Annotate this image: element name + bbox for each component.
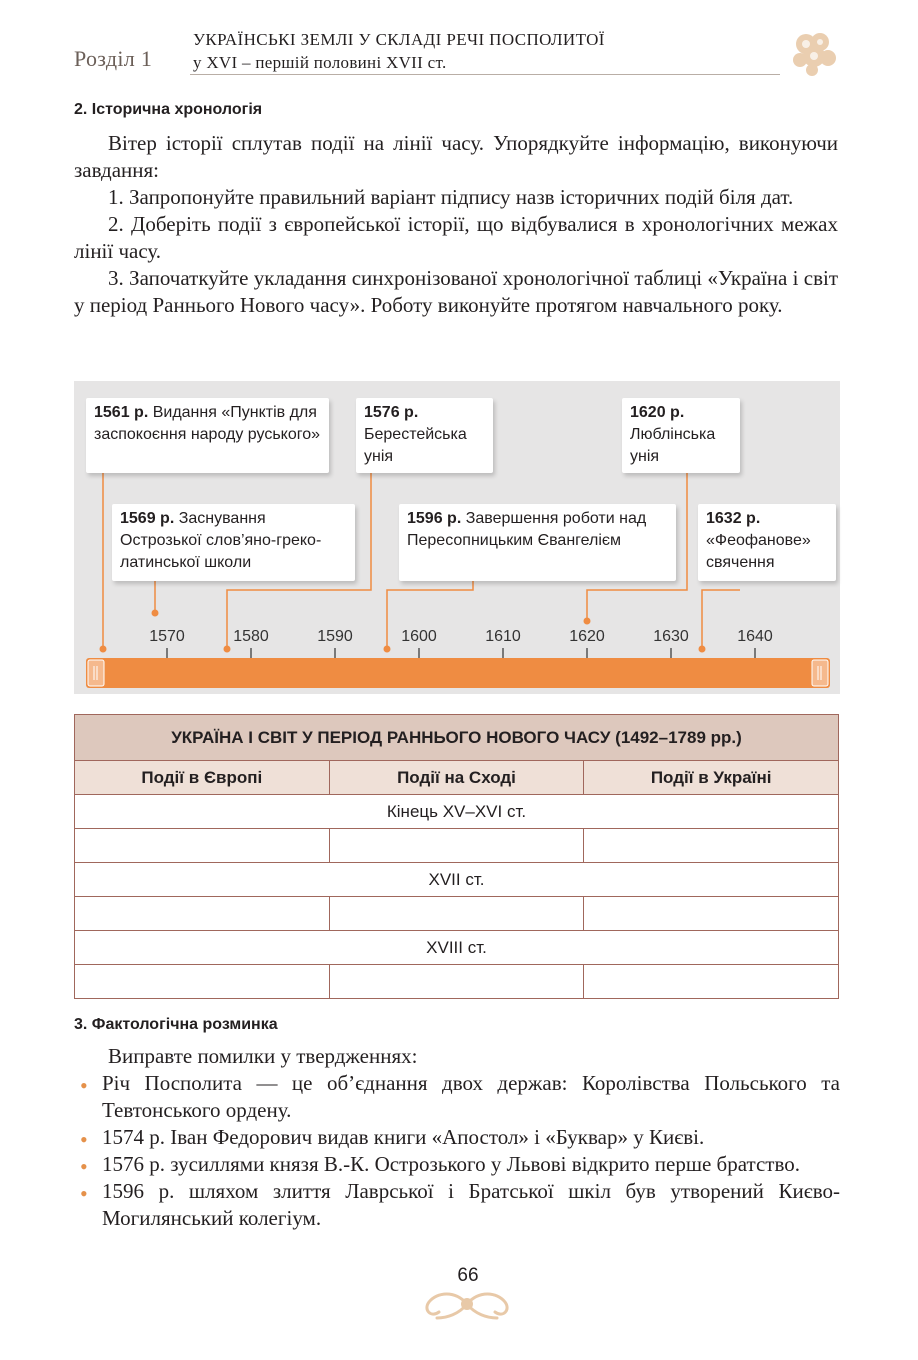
column-header-ukraine: Події в Україні	[584, 761, 839, 795]
event-text: Берестейська унія	[364, 426, 467, 465]
event-text: Люблінська унія	[630, 426, 716, 465]
paragraph: 1. Запропонуйте правильний варіант підпису назв історичних подій біля дат.	[108, 185, 794, 209]
event-text: Заснування Острозької слов’яно-греко-латинської школи	[120, 510, 322, 571]
tick-label-1640: 1640	[737, 628, 773, 645]
event-text: Видання «Пунктів для заспокоєння народу руського»	[94, 404, 321, 443]
period-row: Кінець XV–XVI ст.	[75, 795, 839, 829]
paragraph: 3. Започаткуйте укладання синхронізованої хронологічної таблиці «Україна і світ у період Раннього Нового часу». Роботу виконуйте протягом навчального року.	[74, 266, 838, 317]
event-year: 1632 р.	[706, 510, 761, 527]
event-card-1632	[698, 504, 836, 581]
event-card-1576	[356, 398, 493, 473]
statement-list	[74, 1070, 840, 1232]
paragraph: Вітер історії сплутав події на лінії часу. Упорядкуйте інформацію, виконуючи завдання:	[74, 131, 838, 182]
event-year: 1561 р.	[94, 404, 149, 421]
bullet-icon: •	[80, 1154, 88, 1179]
event-year: 1569 р.	[120, 510, 175, 527]
event-year: 1620 р.	[630, 404, 685, 421]
bar-handle-left	[88, 660, 104, 686]
table-cell[interactable]	[329, 965, 584, 999]
event-card-1620	[622, 398, 740, 473]
footer-ornament-icon	[415, 1284, 519, 1324]
paragraph: 2. Доберіть події з європейської історії, що відбувалися в хронологічних межах лінії часу.	[74, 212, 838, 263]
tick-label-1570: 1570	[149, 628, 185, 645]
tick-label-1600: 1600	[401, 628, 437, 645]
tick-label-1610: 1610	[485, 628, 521, 645]
event-year: 1576 р.	[364, 404, 419, 421]
event-text: Завершення роботи над Пересопницьким Євангелієм	[407, 510, 647, 549]
list-item: • Річ Посполита — це об’єднання двох держав: Королівства Польського та Тевтонського ордену.	[80, 1071, 840, 1122]
list-item: • 1574 р. Іван Федорович видав книги «Апостол» і «Буквар» у Києві.	[80, 1125, 705, 1152]
period-row: XVIII ст.	[75, 931, 839, 965]
table-cell[interactable]	[75, 829, 330, 863]
bullet-icon: •	[80, 1127, 88, 1152]
column-header-east: Події на Сході	[329, 761, 584, 795]
table-cell[interactable]	[584, 965, 839, 999]
column-header-europe: Події в Європі	[75, 761, 330, 795]
section-intro	[74, 1043, 838, 1070]
tick-marks	[167, 648, 755, 658]
event-card-1596	[399, 504, 676, 581]
paragraph: Виправте помилки у твердженнях:	[108, 1044, 418, 1068]
table-cell[interactable]	[75, 965, 330, 999]
period-row: XVII ст.	[75, 863, 839, 897]
event-card-1561	[86, 398, 329, 473]
table-cell[interactable]	[75, 897, 330, 931]
bullet-icon: •	[80, 1181, 88, 1206]
section-heading: 3. Фактологічна розминка	[74, 1016, 278, 1033]
page-number: 66	[457, 1265, 479, 1286]
tick-label-1590: 1590	[317, 628, 353, 645]
table-cell[interactable]	[329, 897, 584, 931]
chapter-title: УКРАЇНСЬКІ ЗЕМЛІ У СКЛАДІ РЕЧІ ПОСПОЛИТОЇ	[193, 30, 605, 49]
event-card-1569	[112, 504, 355, 581]
bar-handle-right	[812, 660, 828, 686]
table-caption: УКРАЇНА І СВІТ У ПЕРІОД РАННЬОГО НОВОГО ЧАСУ (1492–1789 рр.)	[75, 715, 839, 761]
table-cell[interactable]	[584, 829, 839, 863]
list-item: • 1576 р. зусиллями князя В.-К. Острозького у Львові відкрито перше братство.	[80, 1152, 800, 1179]
chapter-subtitle: у XVI – першій половині XVII ст.	[193, 53, 447, 72]
section-body	[74, 130, 838, 319]
tick-label-1620: 1620	[569, 628, 605, 645]
event-year: 1596 р.	[407, 510, 462, 527]
tick-label-1580: 1580	[233, 628, 269, 645]
section-heading: 2. Історична хронологія	[74, 101, 263, 118]
header-rule	[190, 74, 780, 75]
list-item: • 1596 р. шляхом злиття Лаврської і Братської шкіл був утворений Києво-Могилянський колегіум.	[80, 1179, 840, 1230]
timeline-bar	[86, 658, 830, 688]
timeline-panel	[74, 381, 840, 694]
event-text: «Феофанове» свячення	[706, 532, 811, 571]
table-cell[interactable]	[329, 829, 584, 863]
bullet-icon: •	[80, 1073, 88, 1098]
synchronized-table	[74, 714, 839, 999]
tick-label-1630: 1630	[653, 628, 689, 645]
section-label: Розділ 1	[74, 46, 153, 71]
table-cell[interactable]	[584, 897, 839, 931]
floral-ornament-icon	[784, 24, 842, 80]
